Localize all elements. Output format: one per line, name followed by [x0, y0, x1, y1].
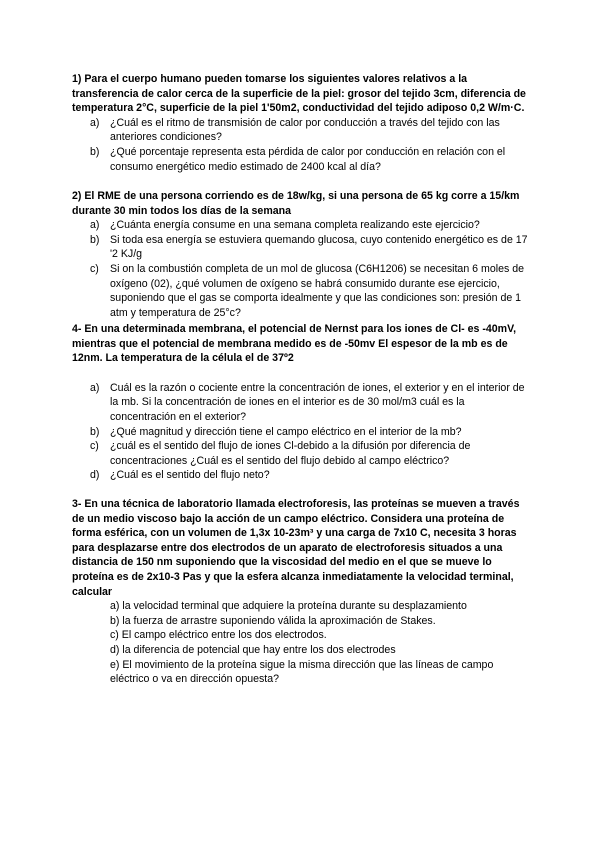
- list-item: [72, 116, 532, 145]
- question-3-title: 3- En una técnica de laboratorio llamada electroforesis, las proteínas se mueven a través de un medio viscoso bajo la acción de un campo eléctrico. Considera una proteína de forma esférica, con un volumen de 1,3x 10-23m³ y una carga de 7x10 C, necesita 3 horas para desplazarse entre dos electrodos de un aparato de electroforesis situados a una distancia de 150 nm suponiendo que la viscosidad del medio en el que se mueve lo proteína es de 2x10-3 Pas y que la esfera alcanza inmediatamente la velocidad terminal, calcular: [72, 498, 520, 598]
- question-3-list: [72, 599, 532, 687]
- list-item: [72, 233, 532, 262]
- item-text: ¿Qué magnitud y dirección tiene el campo eléctrico en el interior de la mb?: [110, 425, 462, 438]
- item-label: b): [90, 425, 100, 438]
- item-label: c): [90, 262, 99, 275]
- item-text: ¿Qué porcentaje representa esta pérdida de calor por conducción en relación con el consumo energético medio estimado de 2400 kcal al día?: [110, 145, 506, 173]
- question-4: [72, 322, 532, 483]
- item-text: ¿Cuál es el ritmo de transmisión de calor por conducción a través del tejido con las anteriores condiciones?: [110, 116, 500, 144]
- question-2-title: 2) El RME de una persona corriendo es de 18w/kg, si una persona de 65 kg corre a 15/km durante 30 min todos los días de la semana: [72, 190, 520, 217]
- question-4-title: 4- En una determinada membrana, el potencial de Nernst para los iones de Cl- es -40mV, mientras que el potencial de membrana medido es de -50mv El espesor de la mb es de 12nm. La temperatura de la célula el de 37º2: [72, 323, 517, 365]
- item-text: ¿Cuál es el sentido del flujo neto?: [110, 469, 270, 482]
- list-item: b) la fuerza de arrastre suponiendo válida la aproximación de Stakes.: [110, 614, 436, 627]
- list-item: [72, 381, 532, 425]
- list-item: a) la velocidad terminal que adquiere la proteína durante su desplazamiento: [110, 600, 467, 613]
- list-item: [72, 425, 532, 440]
- list-item: c) El campo eléctrico entre los dos electrodos.: [110, 629, 327, 642]
- list-item: [72, 262, 532, 320]
- item-text: Cuál es la razón o cociente entre la concentración de iones, el exterior y en el interior de la mb. Si la concentración de iones en el interior es de 30 mol/m3 cuál es la concentración en el exterior?: [110, 381, 525, 423]
- item-text: Si toda esa energía se estuviera quemando glucosa, cuyo contenido energético es de 17 '2 KJ/g: [110, 233, 528, 261]
- question-4-list: [72, 381, 532, 483]
- question-1-title: 1) Para el cuerpo humano pueden tomarse los siguientes valores relativos a la transferencia de calor cerca de la superficie de la piel: grosor del tejido 3cm, diferencia de temperatura 2°C, superficie de la piel 1'50m2, conductividad del tejido adiposo 0,2 W/m·C.: [72, 73, 526, 115]
- item-text: ¿cuál es el sentido del flujo de iones Cl-debido a la difusión por diferencia de concentraciones ¿Cuál es el sentido del flujo debido al campo eléctrico?: [110, 440, 471, 467]
- item-label: b): [90, 145, 100, 158]
- item-label: d): [90, 469, 100, 482]
- list-item: [72, 439, 532, 468]
- item-label: a): [90, 219, 100, 232]
- list-item: e) El movimiento de la proteína sigue la misma dirección que las líneas de campo eléctrico o va en dirección opuesta?: [110, 658, 494, 686]
- item-text: Si on la combustión completa de un mol de glucosa (C6H1206) se necesitan 6 moles de oxígeno (02), ¿qué volumen de oxígeno se habrá consumido durante ese ejercicio, suponiendo que el gas se comporta idealmente y que las condiciones son: presión de 1 atm y temperatura de 25°c?: [110, 262, 524, 319]
- question-2: [72, 189, 532, 320]
- list-item: [72, 468, 532, 483]
- question-1-list: [72, 116, 532, 174]
- item-label: a): [90, 116, 100, 129]
- item-label: c): [90, 440, 99, 453]
- list-item: d) la diferencia de potencial que hay entre los dos electrodes: [110, 643, 396, 656]
- list-item: [72, 145, 532, 174]
- item-label: b): [90, 233, 100, 246]
- item-text: ¿Cuánta energía consume en una semana completa realizando este ejercicio?: [110, 219, 480, 232]
- question-2-list: [72, 218, 532, 320]
- question-1: [72, 72, 532, 174]
- list-item: [72, 218, 532, 233]
- question-3: [72, 497, 532, 687]
- item-label: a): [90, 381, 100, 394]
